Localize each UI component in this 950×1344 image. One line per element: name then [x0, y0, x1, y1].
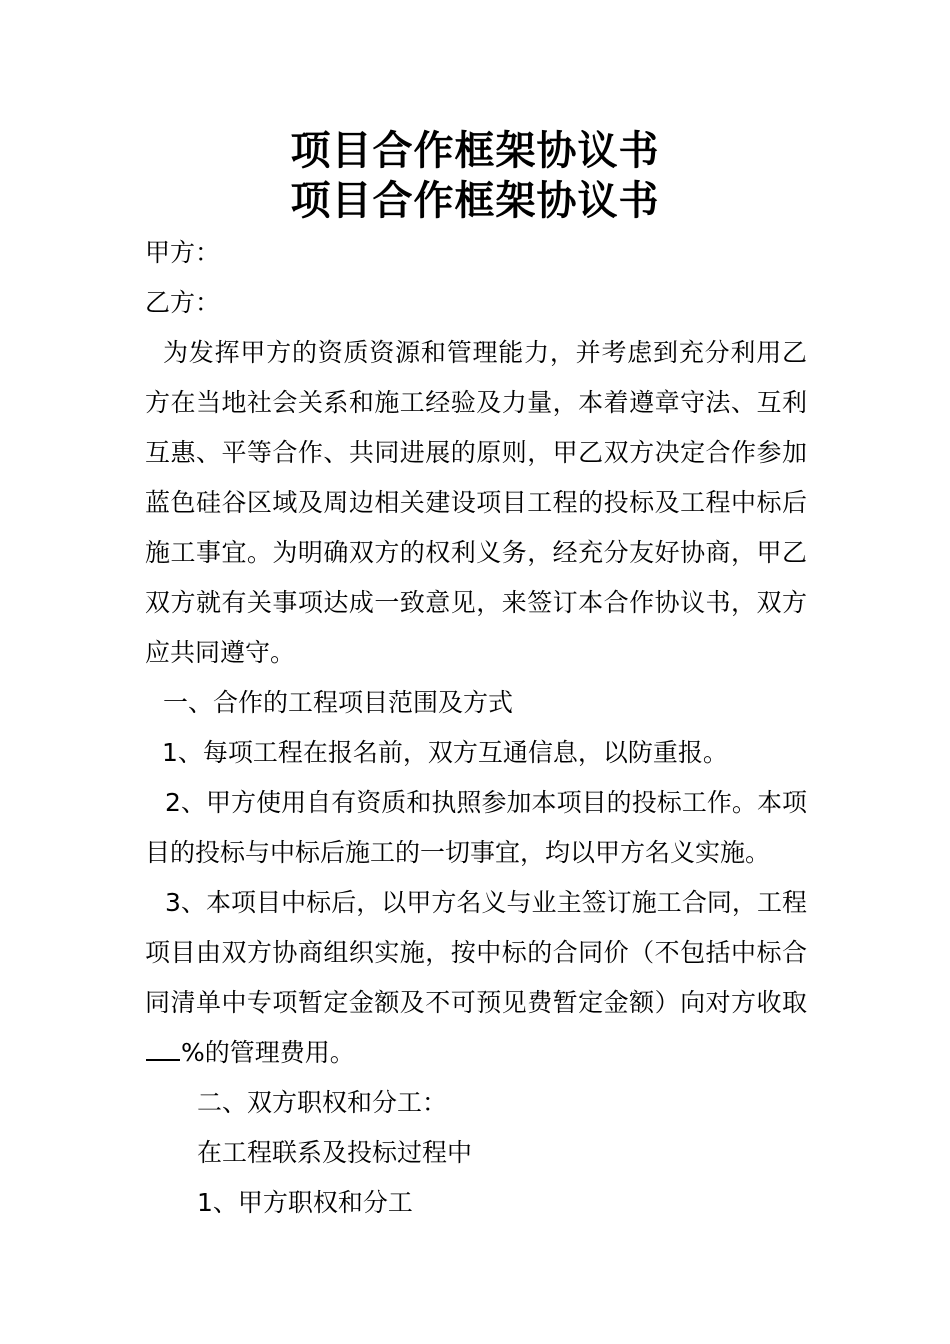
document-title-repeat: 项目合作框架协议书 — [290, 178, 660, 224]
party-b-label: 乙方： — [145, 288, 221, 317]
clause-3-suffix: %的管理费用。 — [181, 1038, 355, 1067]
clause-3 — [145, 878, 807, 1078]
clause-1: 1、每项工程在报名前，双方互通信息，以防重报。 — [162, 738, 728, 767]
section-2-item-1: 1、甲方职权和分工 — [197, 1188, 413, 1217]
preamble-paragraph: 为发挥甲方的资质资源和管理能力，并考虑到充分利用乙方在当地社会关系和施工经验及力量，本着遵章守法、互利互惠、平等合作、共同进展的原则，甲乙双方决定合作参加蓝色硅谷区域及周边相关建设项目工程的投标及工程中标后施工事宜。为明确双方的权利义务，经充分友好协商，甲乙双方就有关事项达成一致意见，来签订本合作协议书，双方应共同遵守。 — [145, 338, 807, 667]
clause-3-text: 3、本项目中标后，以甲方名义与业主签订施工合同，工程项目由双方协商组织实施，按中标的合同价（不包括中标合同清单中专项暂定金额及不可预见费暂定金额）向对方收取 — [145, 888, 807, 1017]
section-2-heading: 二、双方职权和分工： — [197, 1088, 448, 1117]
fee-percentage-blank — [146, 1033, 180, 1061]
section-1-heading: 一、合作的工程项目范围及方式 — [163, 688, 514, 717]
party-a-label: 甲方： — [145, 238, 221, 267]
section-2-intro: 在工程联系及投标过程中 — [197, 1138, 473, 1167]
document-body — [145, 228, 807, 1228]
clause-2: 2、甲方使用自有资质和执照参加本项目的投标工作。本项目的投标与中标后施工的一切事宜，均以甲方名义实施。 — [145, 788, 807, 867]
document-title: 项目合作框架协议书 — [290, 128, 660, 174]
